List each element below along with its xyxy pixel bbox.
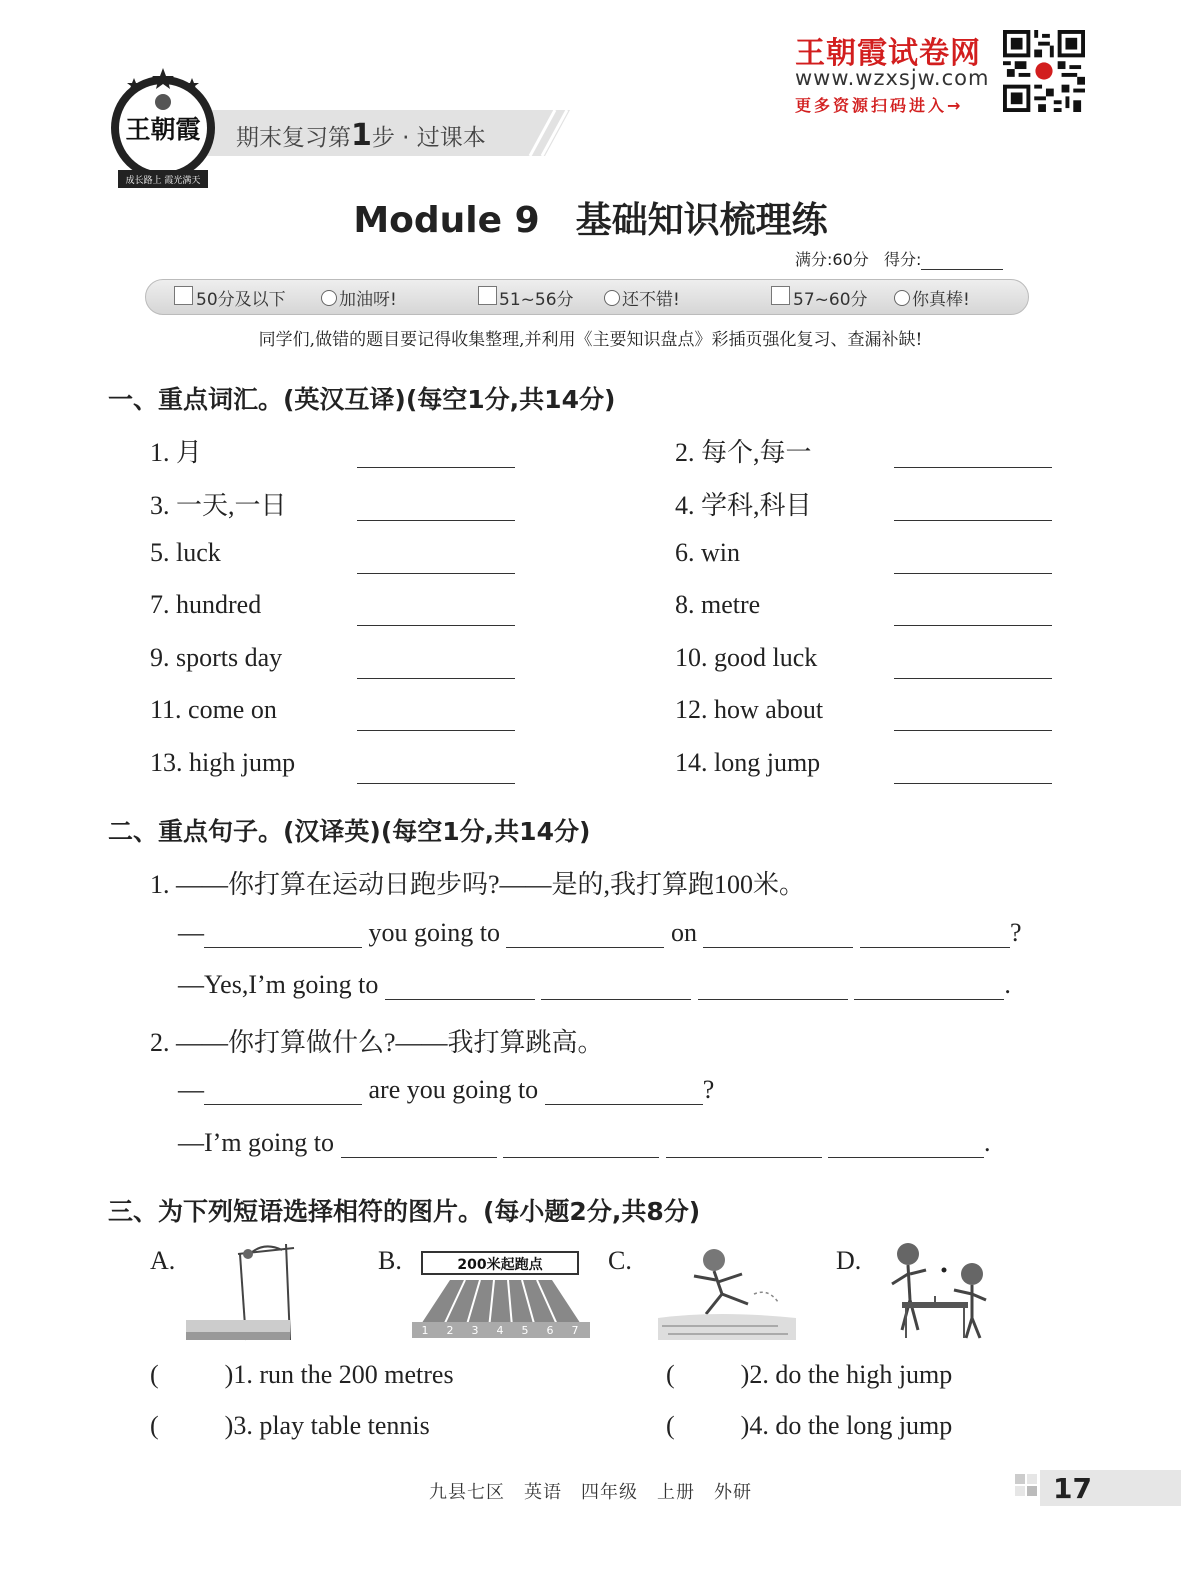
- choice-item-2: ( )2. do the high jump: [666, 1360, 953, 1389]
- picture-label-b: B.: [378, 1246, 402, 1275]
- sentence-line: —I’m going to .: [178, 1128, 991, 1157]
- vocab-item: 11. come on: [150, 695, 277, 724]
- page-corner-squares: [1015, 1474, 1041, 1504]
- footer-text: 九县七区 英语 四年级 上册 外研: [429, 1482, 752, 1503]
- high-jump-picture: [186, 1240, 298, 1344]
- answer-blank[interactable]: [828, 1131, 984, 1158]
- score-blank[interactable]: [921, 251, 1003, 270]
- svg-text:3: 3: [471, 1324, 479, 1337]
- choice-item-3: ( )3. play table tennis: [150, 1411, 430, 1440]
- answer-blank[interactable]: [854, 973, 1004, 1000]
- answer-blank[interactable]: [357, 441, 515, 468]
- answer-blank[interactable]: [503, 1131, 659, 1158]
- answer-blank[interactable]: [204, 1078, 362, 1105]
- vocab-item: 9. sports day: [150, 643, 283, 672]
- score-level-bar: 50分及以下 加油呀! 51~56分 还不错! 57~60分 你真棒!: [145, 279, 1029, 315]
- running-track-picture: [410, 1250, 592, 1340]
- svg-text:4: 4: [496, 1324, 504, 1337]
- brand-logo: [104, 66, 222, 196]
- smile-face-icon: [604, 290, 620, 306]
- section-2-title: 二、重点句子。(汉译英)(每空1分,共14分): [108, 817, 591, 846]
- vocab-item: 3. 一天,一日: [150, 491, 287, 520]
- answer-blank[interactable]: [506, 921, 664, 948]
- answer-blank[interactable]: [357, 757, 515, 784]
- answer-blank[interactable]: [703, 921, 853, 948]
- picture-label-c: C.: [608, 1246, 632, 1275]
- vocab-item: 6. win: [675, 538, 740, 567]
- answer-blank[interactable]: [357, 652, 515, 679]
- svg-text:1: 1: [421, 1324, 429, 1337]
- sentence-line: —Yes,I’m going to .: [178, 970, 1011, 999]
- level-checkbox[interactable]: [771, 286, 790, 305]
- level-checkbox[interactable]: [478, 286, 497, 305]
- answer-blank[interactable]: [357, 599, 515, 626]
- page-title: Module 9 基础知识梳理练: [353, 200, 828, 241]
- vocab-item: 12. how about: [675, 695, 824, 724]
- page-number: 17: [1053, 1472, 1092, 1505]
- vocab-item: 7. hundred: [150, 590, 262, 619]
- choice-item-1: ( )1. run the 200 metres: [150, 1360, 454, 1389]
- sentence-prompt: 1. ——你打算在运动日跑步吗?——是的,我打算跑100米。: [150, 870, 806, 899]
- brand-url[interactable]: www.wzxsjw.com: [795, 66, 990, 90]
- score-line: 满分:60分 得分:: [795, 247, 1003, 270]
- vocab-item: 14. long jump: [675, 748, 821, 777]
- vocab-item: 10. good luck: [675, 643, 818, 672]
- vocab-item: 8. metre: [675, 590, 761, 619]
- answer-blank[interactable]: [357, 494, 515, 521]
- brand-scan-hint: 更多资源扫码进入→: [795, 96, 964, 115]
- picture-label-d: D.: [836, 1246, 862, 1275]
- answer-blank[interactable]: [385, 973, 535, 1000]
- answer-blank[interactable]: [894, 547, 1052, 574]
- svg-text:200米起跑点: 200米起跑点: [457, 1257, 543, 1273]
- sentence-line: — are you going to ?: [178, 1075, 715, 1104]
- choice-item-4: ( )4. do the long jump: [666, 1411, 953, 1440]
- vocab-item: 1. 月: [150, 438, 203, 467]
- answer-blank[interactable]: [341, 1131, 497, 1158]
- qr-code-icon[interactable]: [1003, 30, 1085, 112]
- brand-title: 王朝霞试卷网: [795, 36, 981, 71]
- answer-blank[interactable]: [666, 1131, 822, 1158]
- svg-text:7: 7: [571, 1324, 579, 1337]
- svg-text:2: 2: [446, 1324, 454, 1337]
- answer-blank[interactable]: [357, 704, 515, 731]
- smile-face-icon: [894, 290, 910, 306]
- vocab-item: 2. 每个,每一: [675, 438, 812, 467]
- svg-text:成长路上 霞光满天: 成长路上 霞光满天: [125, 176, 201, 186]
- answer-blank[interactable]: [698, 973, 848, 1000]
- vocab-item: 5. luck: [150, 538, 221, 567]
- banner-text: 期末复习第1步 · 过课本: [236, 118, 486, 153]
- svg-text:6: 6: [546, 1324, 554, 1337]
- svg-text:王朝霞: 王朝霞: [125, 115, 201, 144]
- answer-blank[interactable]: [894, 652, 1052, 679]
- answer-blank[interactable]: [545, 1078, 703, 1105]
- answer-blank[interactable]: [894, 757, 1052, 784]
- section-1-title: 一、重点词汇。(英汉互译)(每空1分,共14分): [108, 385, 616, 414]
- answer-blank[interactable]: [894, 704, 1052, 731]
- smile-face-icon: [321, 290, 337, 306]
- answer-blank[interactable]: [894, 441, 1052, 468]
- answer-blank[interactable]: [357, 547, 515, 574]
- picture-label-a: A.: [150, 1246, 176, 1275]
- study-tip: 同学们,做错的题目要记得收集整理,并利用《主要知识盘点》彩插页强化复习、查漏补缺!: [258, 330, 923, 350]
- vocab-item: 4. 学科,科目: [675, 491, 812, 520]
- sentence-line: — you going to on ?: [178, 918, 1022, 947]
- answer-blank[interactable]: [894, 599, 1052, 626]
- vocab-item: 13. high jump: [150, 748, 296, 777]
- answer-blank[interactable]: [204, 921, 362, 948]
- long-jump-picture: [658, 1244, 796, 1340]
- answer-blank[interactable]: [860, 921, 1010, 948]
- level-checkbox[interactable]: [174, 286, 193, 305]
- svg-text:5: 5: [521, 1324, 529, 1337]
- answer-blank[interactable]: [541, 973, 691, 1000]
- answer-blank[interactable]: [894, 494, 1052, 521]
- section-3-title: 三、为下列短语选择相符的图片。(每小题2分,共8分): [108, 1197, 701, 1226]
- sentence-prompt: 2. ——你打算做什么?——我打算跳高。: [150, 1028, 604, 1057]
- table-tennis-picture: [880, 1240, 1000, 1340]
